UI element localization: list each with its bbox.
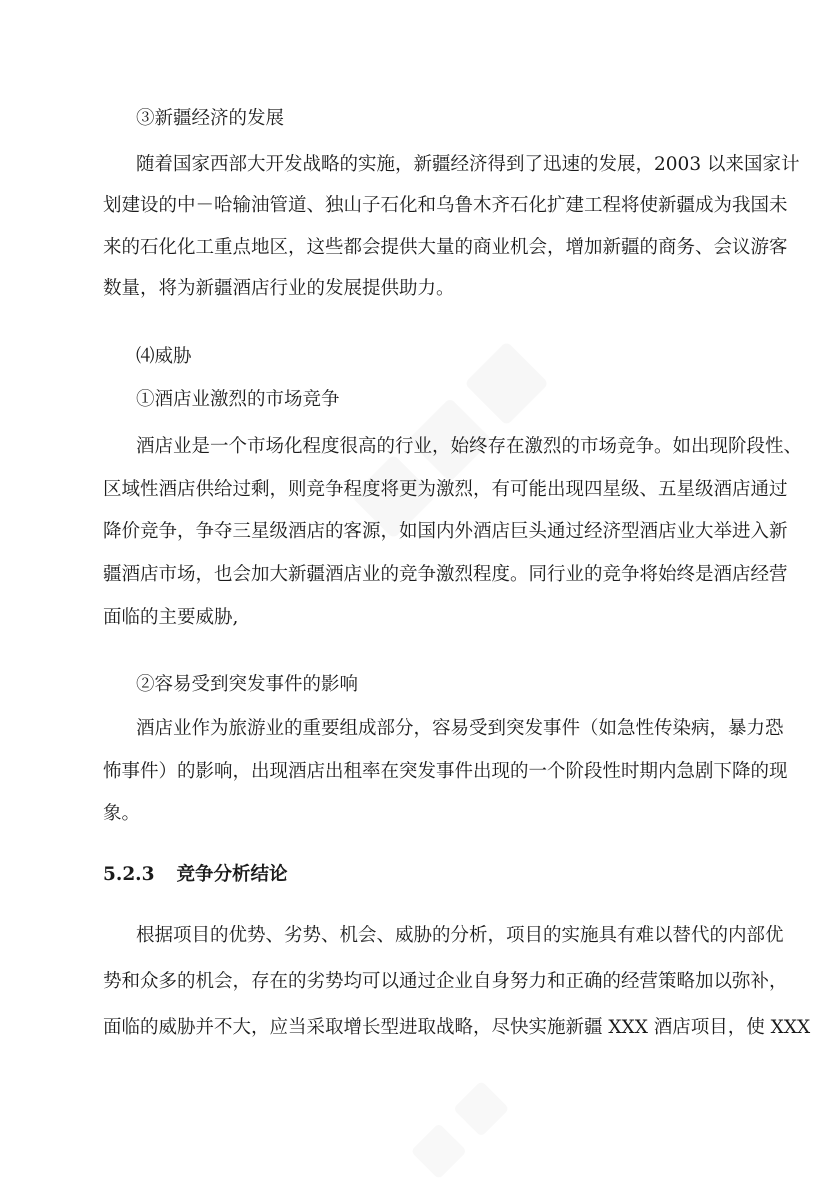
paragraph-line: 区域性酒店供给过剩，则竞争程度将更为激烈，有可能出现四星级、五星级酒店通过	[103, 479, 788, 500]
paragraph-line: 根据项目的优势、劣势、机会、威胁的分析，项目的实施具有难以替代的内部优	[136, 925, 784, 946]
paragraph-line: 来的石化化工重点地区，这些都会提供大量的商业机会，增加新疆的商务、会议游客	[103, 237, 788, 258]
paragraph-line: 随着国家西部大开发战略的实施，新疆经济得到了迅速的发展，2003 以来国家计	[136, 154, 800, 175]
paragraph-line: 势和众多的机会，存在的劣势均可以通过企业自身努力和正确的经营策略加以弥补，	[103, 971, 788, 992]
paragraph-line: 怖事件）的影响，出现酒店出租率在突发事件出现的一个阶段性时期内急剧下降的现	[103, 761, 788, 782]
subheading-xinjiang-economy: ③新疆经济的发展	[136, 108, 285, 129]
paragraph-line: 象。	[103, 803, 141, 824]
paragraph-line: 疆酒店市场，也会加大新疆酒店业的竞争激烈程度。同行业的竞争将始终是酒店经营	[103, 564, 788, 585]
section-heading	[103, 863, 288, 887]
section-number: 5.2.3	[103, 864, 155, 885]
paragraph-line: 数量，将为新疆酒店行业的发展提供助力。	[103, 278, 455, 299]
paragraph-line: 面临的主要威胁,	[103, 607, 239, 628]
section-title: 竞争分析结论	[176, 864, 288, 885]
subheading-market-competition: ①酒店业激烈的市场竞争	[136, 389, 340, 410]
paragraph-line: 酒店业是一个市场化程度很高的行业，始终存在激烈的市场竞争。如出现阶段性、	[136, 436, 803, 457]
subheading-threats: ⑷威胁	[136, 346, 192, 367]
paragraph-line: 面临的威胁并不大，应当采取增长型进取战略，尽快实施新疆 XXX 酒店项目，使 XXX	[103, 1017, 811, 1038]
paragraph-line: 划建设的中－哈输油管道、独山子石化和乌鲁木齐石化扩建工程将使新疆成为我国未	[103, 195, 788, 216]
paragraph-line: 降价竞争，争夺三星级酒店的客源，如国内外酒店巨头通过经济型酒店业大举进入新	[103, 521, 788, 542]
subheading-emergencies: ②容易受到突发事件的影响	[136, 674, 359, 695]
watermark-logo-bottom	[360, 1080, 560, 1180]
paragraph-line: 酒店业作为旅游业的重要组成部分，容易受到突发事件（如急性传染病，暴力恐	[136, 718, 784, 739]
